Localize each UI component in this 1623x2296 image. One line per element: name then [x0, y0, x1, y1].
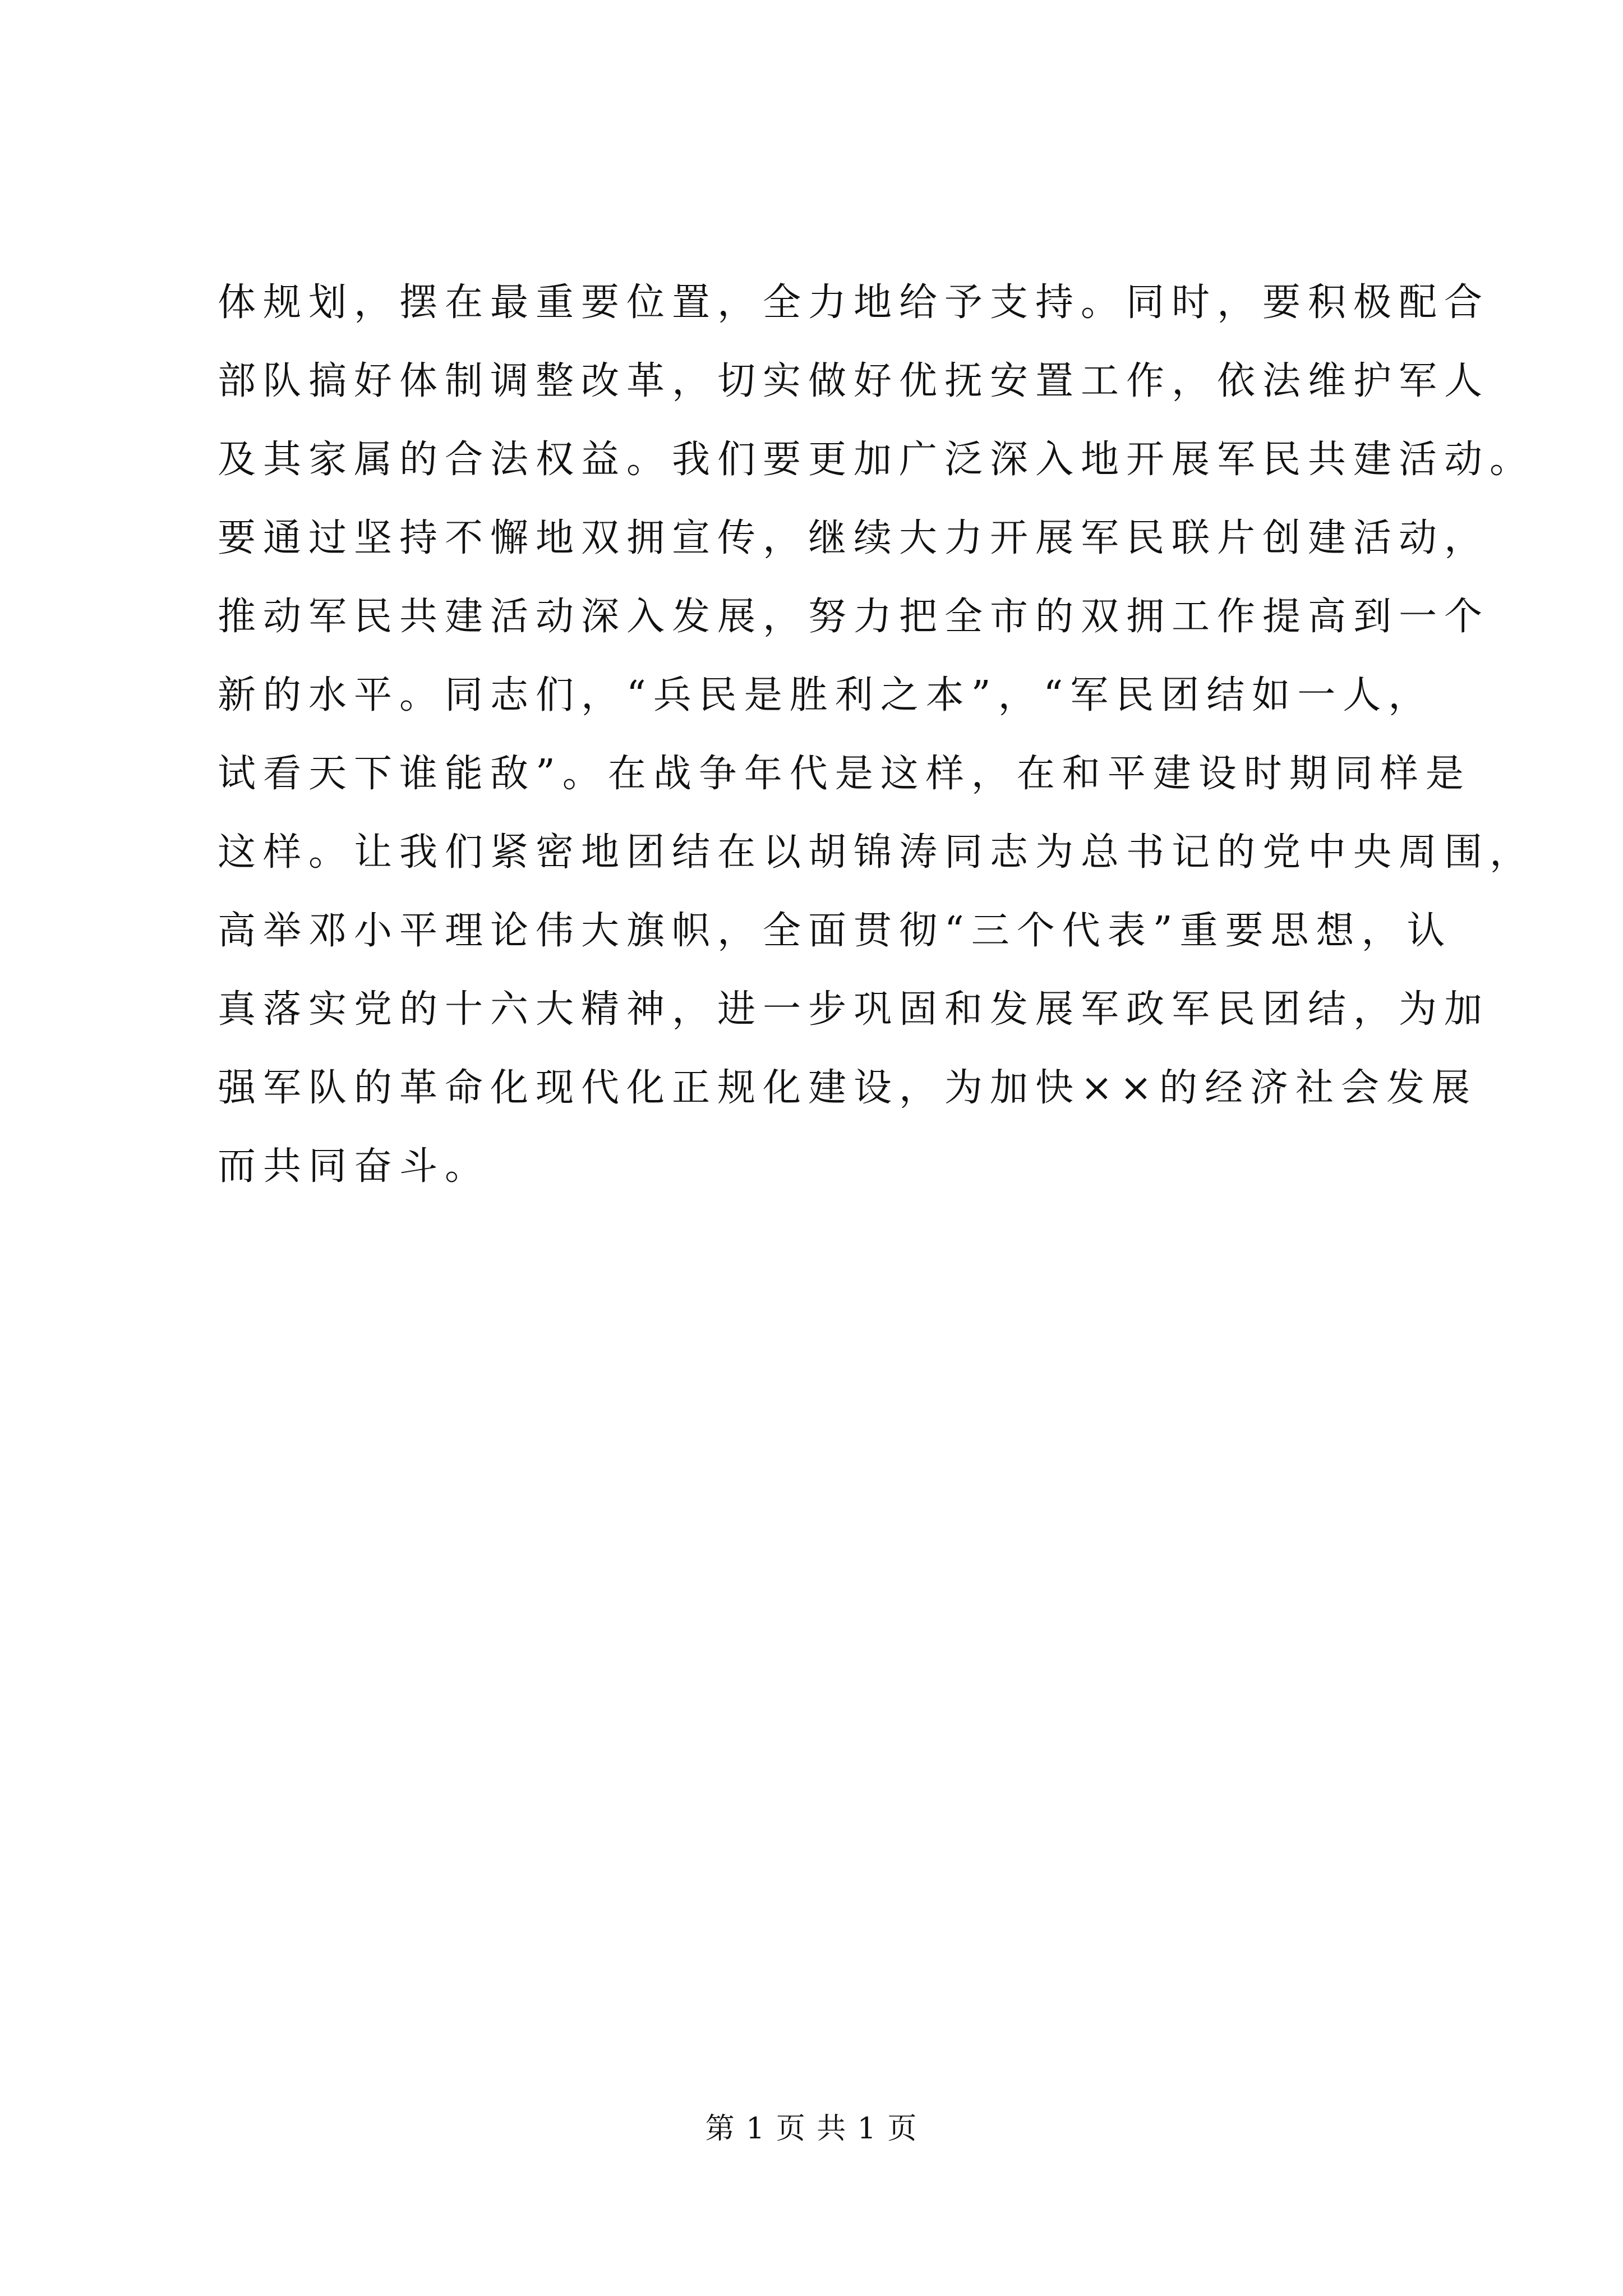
page-footer: [0, 2106, 1623, 2151]
text-line: 新的水平。同志们，“兵民是胜利之本”，“军民团结如一人，: [218, 673, 1434, 717]
text-line: 体规划，摆在最重要位置，全力地给予支持。同时，要积极配合: [218, 280, 1490, 325]
text-line: 及其家属的合法权益。我们要更加广泛深入地开展军民共建活动。: [218, 438, 1536, 482]
text-line: 部队搞好体制调整改革，切实做好优抚安置工作，依法维护军人: [218, 359, 1490, 403]
text-line: 试看天下谁能敌”。在战争年代是这样，在和平建设时期同样是: [218, 752, 1471, 796]
page-number-label: 第 1 页 共 1 页: [705, 2112, 918, 2146]
text-line: 强军队的革命化现代化正规化建设，为加快××的经济社会发展: [218, 1066, 1477, 1110]
text-line: 而共同奋斗。: [218, 1144, 491, 1189]
text-line: 要通过坚持不懈地双拥宣传，继续大力开展军民联片创建活动，: [218, 516, 1490, 560]
text-line: 推动军民共建活动深入发展，努力把全市的双拥工作提高到一个: [218, 595, 1490, 639]
text-line: 高举邓小平理论伟大旗帜，全面贯彻“三个代表”重要思想，认: [218, 909, 1453, 953]
text-line: 这样。让我们紧密地团结在以胡锦涛同志为总书记的党中央周围，: [218, 830, 1536, 875]
body-paragraph: [218, 264, 1536, 1206]
text-line: 真落实党的十六大精神，进一步巩固和发展军政军民团结，为加: [218, 987, 1490, 1032]
